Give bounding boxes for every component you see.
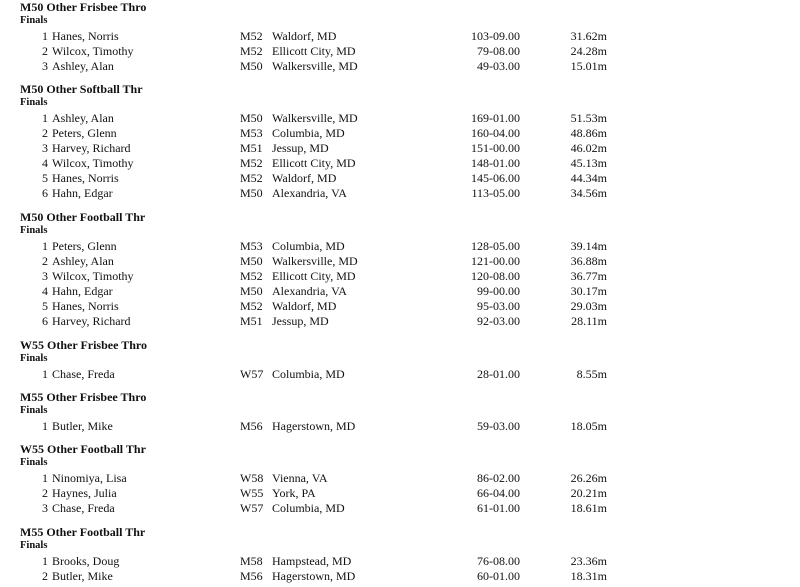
result-city: Ellicott City, MD <box>272 156 356 171</box>
result-name: Ashley, Alan <box>52 111 114 125</box>
result-name: Hanes, Norris <box>52 299 119 314</box>
result-name: Brooks, Doug <box>52 554 120 568</box>
event-round: Finals <box>20 457 48 468</box>
result-name: Peters, Glenn <box>52 126 117 140</box>
result-age: M52 <box>240 29 263 43</box>
result-city: Jessup, MD <box>272 141 329 156</box>
result-metric: 30.17m <box>570 284 607 299</box>
result-city: Hampstead, MD <box>272 554 352 568</box>
result-age: M52 <box>240 299 263 314</box>
event-title: M55 Other Frisbee Thro <box>20 390 147 404</box>
result-row <box>0 111 800 126</box>
result-city: York, PA <box>272 486 316 501</box>
result-name: Hahn, Edgar <box>52 186 113 201</box>
event-title: M50 Other Football Thr <box>20 210 146 224</box>
result-city: Walkersville, MD <box>272 111 358 125</box>
event-title: M55 Other Football Thr <box>20 525 146 539</box>
event-title: M50 Other Frisbee Thro <box>20 0 147 14</box>
result-place: 6 <box>42 314 48 329</box>
event-title: W55 Other Football Thr <box>20 442 146 456</box>
result-row <box>0 141 800 156</box>
event-round: Finals <box>20 405 48 416</box>
result-row <box>0 314 800 329</box>
result-age: W55 <box>240 486 264 501</box>
result-row <box>0 284 800 299</box>
result-mark: 28-01.00 <box>477 367 520 381</box>
result-name: Ashley, Alan <box>52 59 114 74</box>
result-row <box>0 486 800 501</box>
event-round: Finals <box>20 15 48 26</box>
result-metric: 18.05m <box>570 419 607 433</box>
result-age: M50 <box>240 111 263 125</box>
result-row <box>0 554 800 569</box>
result-metric: 26.26m <box>570 471 607 485</box>
result-mark: 59-03.00 <box>477 419 520 433</box>
result-name: Haynes, Julia <box>52 486 117 501</box>
result-city: Ellicott City, MD <box>272 44 356 58</box>
result-city: Hagerstown, MD <box>272 569 356 583</box>
result-row <box>0 569 800 584</box>
result-place: 1 <box>42 29 48 43</box>
event-round: Finals <box>20 353 48 364</box>
result-metric: 44.34m <box>570 171 607 186</box>
result-metric: 28.11m <box>571 314 607 329</box>
event-title: M50 Other Softball Thr <box>20 82 143 96</box>
result-row <box>0 501 800 516</box>
result-age: M50 <box>240 254 263 269</box>
result-name: Butler, Mike <box>52 419 113 433</box>
result-name: Hahn, Edgar <box>52 284 113 299</box>
result-mark: 121-00.00 <box>471 254 520 269</box>
result-row <box>0 254 800 269</box>
result-mark: 86-02.00 <box>477 471 520 485</box>
result-mark: 76-08.00 <box>477 554 520 568</box>
result-place: 3 <box>42 59 48 74</box>
result-place: 2 <box>42 254 48 269</box>
result-row <box>0 269 800 284</box>
result-city: Columbia, MD <box>272 367 345 381</box>
result-mark: 92-03.00 <box>477 314 520 329</box>
result-metric: 15.01m <box>570 59 607 74</box>
result-metric: 36.77m <box>570 269 607 284</box>
result-place: 2 <box>42 569 48 583</box>
result-city: Alexandria, VA <box>272 186 347 201</box>
result-place: 1 <box>42 554 48 568</box>
result-metric: 18.31m <box>570 569 607 583</box>
result-city: Alexandria, VA <box>272 284 347 299</box>
result-age: M51 <box>240 141 263 156</box>
result-metric: 8.55m <box>576 367 607 381</box>
result-city: Columbia, MD <box>272 501 345 516</box>
result-age: M52 <box>240 269 263 284</box>
result-mark: 99-00.00 <box>477 284 520 299</box>
result-age: M50 <box>240 59 263 74</box>
result-metric: 24.28m <box>570 44 607 58</box>
result-age: M52 <box>240 44 263 58</box>
result-city: Columbia, MD <box>272 239 345 253</box>
result-mark: 148-01.00 <box>471 156 520 171</box>
result-place: 1 <box>42 239 48 253</box>
result-place: 5 <box>42 299 48 314</box>
result-row <box>0 44 800 59</box>
result-metric: 20.21m <box>570 486 607 501</box>
result-row <box>0 156 800 171</box>
result-place: 2 <box>42 44 48 58</box>
result-place: 3 <box>42 269 48 284</box>
result-city: Waldorf, MD <box>272 171 337 186</box>
result-row <box>0 471 800 486</box>
result-metric: 23.36m <box>570 554 607 568</box>
result-city: Walkersville, MD <box>272 254 358 269</box>
result-metric: 31.62m <box>570 29 607 43</box>
result-age: W58 <box>240 471 264 485</box>
result-mark: 128-05.00 <box>471 239 520 253</box>
result-metric: 36.88m <box>570 254 607 269</box>
result-row <box>0 171 800 186</box>
result-metric: 48.86m <box>570 126 607 140</box>
result-mark: 145-06.00 <box>471 171 520 186</box>
result-name: Wilcox, Timothy <box>52 44 134 58</box>
result-place: 6 <box>42 186 48 201</box>
result-mark: 66-04.00 <box>477 486 520 501</box>
result-age: M56 <box>240 569 263 583</box>
result-name: Harvey, Richard <box>52 314 131 329</box>
result-place: 5 <box>42 171 48 186</box>
result-metric: 51.53m <box>570 111 607 125</box>
result-row <box>0 367 800 382</box>
result-name: Wilcox, Timothy <box>52 156 134 171</box>
result-name: Chase, Freda <box>52 501 115 516</box>
result-mark: 95-03.00 <box>477 299 520 314</box>
result-metric: 34.56m <box>570 186 607 201</box>
result-place: 1 <box>42 471 48 485</box>
event-round: Finals <box>20 225 48 236</box>
result-city: Jessup, MD <box>272 314 329 329</box>
result-metric: 39.14m <box>570 239 607 253</box>
result-row <box>0 59 800 74</box>
result-metric: 29.03m <box>570 299 607 314</box>
result-metric: 45.13m <box>570 156 607 171</box>
result-name: Wilcox, Timothy <box>52 269 134 284</box>
result-age: M50 <box>240 284 263 299</box>
event-title: W55 Other Frisbee Thro <box>20 338 147 352</box>
result-name: Butler, Mike <box>52 569 113 583</box>
result-row <box>0 239 800 254</box>
result-mark: 151-00.00 <box>471 141 520 156</box>
event-round: Finals <box>20 97 48 108</box>
result-name: Peters, Glenn <box>52 239 117 253</box>
result-row <box>0 299 800 314</box>
result-place: 1 <box>42 111 48 125</box>
result-row <box>0 419 800 434</box>
result-age: M51 <box>240 314 263 329</box>
result-age: W57 <box>240 367 264 381</box>
result-place: 3 <box>42 501 48 516</box>
result-age: M53 <box>240 239 263 253</box>
result-city: Walkersville, MD <box>272 59 358 74</box>
result-city: Waldorf, MD <box>272 29 337 43</box>
result-mark: 79-08.00 <box>477 44 520 58</box>
result-name: Ninomiya, Lisa <box>52 471 127 485</box>
result-city: Ellicott City, MD <box>272 269 356 284</box>
result-place: 2 <box>42 126 48 140</box>
result-mark: 60-01.00 <box>477 569 520 583</box>
result-name: Harvey, Richard <box>52 141 131 156</box>
result-age: M52 <box>240 171 263 186</box>
result-city: Columbia, MD <box>272 126 345 140</box>
result-mark: 120-08.00 <box>471 269 520 284</box>
result-age: M53 <box>240 126 263 140</box>
result-name: Hanes, Norris <box>52 29 119 43</box>
result-metric: 46.02m <box>570 141 607 156</box>
result-mark: 160-04.00 <box>471 126 520 140</box>
result-age: M56 <box>240 419 263 433</box>
result-place: 2 <box>42 486 48 501</box>
result-age: M50 <box>240 186 263 201</box>
result-age: M58 <box>240 554 263 568</box>
result-mark: 61-01.00 <box>477 501 520 516</box>
result-row <box>0 29 800 44</box>
result-age: W57 <box>240 501 264 516</box>
result-place: 4 <box>42 284 48 299</box>
result-place: 1 <box>42 419 48 433</box>
result-mark: 169-01.00 <box>471 111 520 125</box>
result-row <box>0 126 800 141</box>
result-place: 3 <box>42 141 48 156</box>
result-city: Vienna, VA <box>272 471 328 485</box>
result-place: 1 <box>42 367 48 381</box>
result-name: Hanes, Norris <box>52 171 119 186</box>
result-mark: 103-09.00 <box>471 29 520 43</box>
result-place: 4 <box>42 156 48 171</box>
result-name: Ashley, Alan <box>52 254 114 269</box>
result-name: Chase, Freda <box>52 367 115 381</box>
event-round: Finals <box>20 540 48 551</box>
result-row <box>0 186 800 201</box>
result-metric: 18.61m <box>570 501 607 516</box>
result-mark: 49-03.00 <box>477 59 520 74</box>
result-mark: 113-05.00 <box>471 186 520 201</box>
result-city: Hagerstown, MD <box>272 419 356 433</box>
result-city: Waldorf, MD <box>272 299 337 314</box>
result-age: M52 <box>240 156 263 171</box>
